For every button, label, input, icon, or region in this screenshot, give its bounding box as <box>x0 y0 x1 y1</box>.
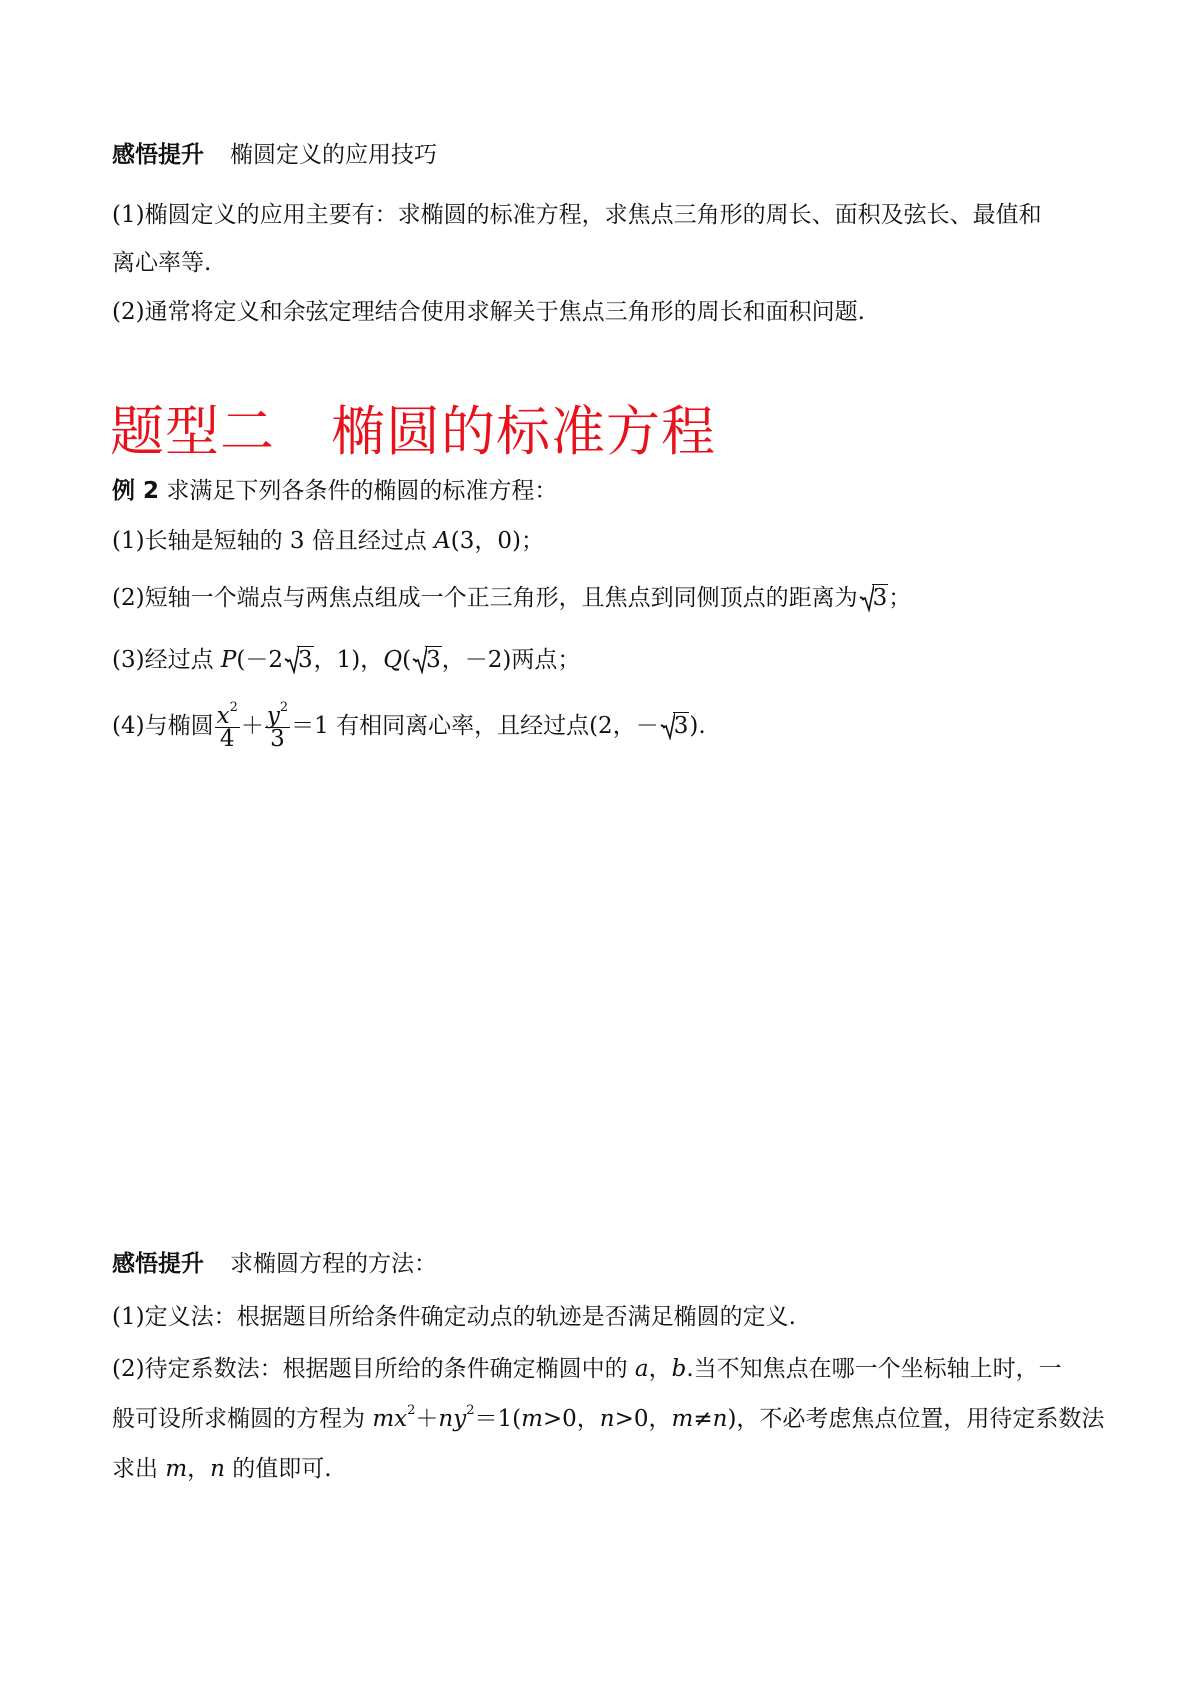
s2-cond2: >0， <box>614 1406 672 1432</box>
section2-heading-label: 感悟提升 <box>112 1251 204 1277</box>
q4-part-c: ). <box>689 713 706 739</box>
q3-sqrt-1 <box>284 646 314 674</box>
section1-heading-text: 椭圆定义的应用技巧 <box>230 142 437 168</box>
section2-heading <box>112 1250 1102 1278</box>
q1-coords: (3，0)； <box>450 528 544 554</box>
q3-part-d: ( <box>402 647 412 673</box>
s2-line3-n: n <box>210 1456 225 1482</box>
section2-heading-text: 求椭圆方程的方法： <box>230 1251 437 1277</box>
q3-var-Q: Q <box>383 647 403 673</box>
q3-part-b: (－2 <box>236 647 283 673</box>
q2-text: (2)短轴一个端点与两焦点组成一个正三角形，且焦点到同侧顶点的距离为 <box>112 585 858 611</box>
s2-n2: n <box>599 1406 615 1432</box>
q3-radicand-2: 3 <box>426 647 441 673</box>
s2-eq: ＝1( <box>474 1406 522 1432</box>
section-title-part2: 椭圆的标准方程 <box>331 400 716 463</box>
s2-n3: n <box>712 1406 728 1432</box>
q4-plus: ＋ <box>240 713 264 739</box>
q3-var-P: P <box>220 647 237 673</box>
q4-radicand: 3 <box>673 713 689 739</box>
question-1 <box>112 527 1102 555</box>
q1-text: (1)长轴是短轴的 3 倍且经过点 <box>112 528 435 554</box>
section2-item1: (1)定义法：根据题目所给条件确定动点的轨迹是否满足椭圆的定义. <box>112 1304 796 1330</box>
q4-fx-num: x <box>216 702 230 729</box>
section-title <box>110 400 716 464</box>
q4-part-b: ＝1 有相同离心率，且经过点(2，－ <box>291 713 659 739</box>
q4-fx-den: 4 <box>219 725 235 752</box>
s2-sep: ， <box>648 1356 672 1382</box>
q3-part-e: ，－2)两点； <box>441 647 581 673</box>
q3-radicand-1: 3 <box>297 647 313 673</box>
q2-radicand: 3 <box>872 585 888 611</box>
s2-m2: m <box>521 1406 543 1432</box>
section2-item2-line1 <box>112 1355 1102 1383</box>
q4-sqrt <box>660 712 690 740</box>
s2-var-b: b <box>671 1356 687 1382</box>
s2-cond1: >0， <box>542 1406 600 1432</box>
section1-item2: (2)通常将定义和余弦定理结合使用求解关于焦点三角形的周长和面积问题. <box>112 299 865 325</box>
s2-ne: ≠ <box>693 1406 713 1432</box>
q4-fraction-x <box>215 699 240 752</box>
example-prompt-text: 求满足下列各条件的椭圆的标准方程： <box>166 478 558 504</box>
example-prompt <box>112 477 1102 505</box>
q1-var-A: A <box>434 528 451 554</box>
question-3 <box>112 646 1102 674</box>
s2-line3-sep: ， <box>187 1456 211 1482</box>
q4-fy-sup: 2 <box>279 699 289 715</box>
s2-line3-m: m <box>165 1456 188 1482</box>
q2-sqrt <box>859 584 889 612</box>
s2-mx: mx <box>372 1406 408 1432</box>
section-title-part1: 题型二 <box>110 400 275 463</box>
s2-line1-rest: .当不知焦点在哪一个坐标轴上时，一 <box>686 1356 1062 1382</box>
s2-ny: ny <box>438 1406 467 1432</box>
s2-line2-text: 般可设所求椭圆的方程为 <box>112 1406 373 1432</box>
section2-item2-line2 <box>112 1403 1105 1433</box>
q4-text: (4)与椭圆 <box>112 713 214 739</box>
s2-line2-rest: )，不必考虑焦点位置，用待定系数法 <box>727 1406 1105 1432</box>
section2-item2-line3 <box>112 1455 1102 1483</box>
s2-line1-text: (2)待定系数法：根据题目所给的条件确定椭圆中的 <box>112 1356 635 1382</box>
q4-fraction-y <box>265 699 290 752</box>
q3-part-c: ，1)， <box>313 647 384 673</box>
q2-end: ； <box>888 585 912 611</box>
question-4 <box>112 699 1102 752</box>
q3-text: (3)经过点 <box>112 647 221 673</box>
question-2 <box>112 584 1102 612</box>
s2-sup2: 2 <box>466 1403 475 1419</box>
s2-sup1: 2 <box>407 1403 416 1419</box>
example-label: 例 2 <box>112 478 160 504</box>
q3-sqrt-2 <box>412 646 442 674</box>
s2-line3-text: 求出 <box>112 1456 166 1482</box>
s2-m3: m <box>671 1406 694 1432</box>
s2-var-a: a <box>634 1356 649 1382</box>
q4-fy-num: y <box>266 702 280 729</box>
section1-heading <box>112 141 1102 169</box>
q4-fx-sup: 2 <box>229 699 238 715</box>
section1-item1-line1: (1)椭圆定义的应用主要有：求椭圆的标准方程，求焦点三角形的周长、面积及弦长、最值和 <box>112 202 1042 228</box>
s2-plus: ＋ <box>415 1406 439 1432</box>
section1-item1-line2: 离心率等. <box>112 250 212 276</box>
section1-heading-label: 感悟提升 <box>112 142 204 168</box>
s2-line3-rest: 的值即可. <box>224 1456 332 1482</box>
q4-fy-den: 3 <box>270 725 285 752</box>
